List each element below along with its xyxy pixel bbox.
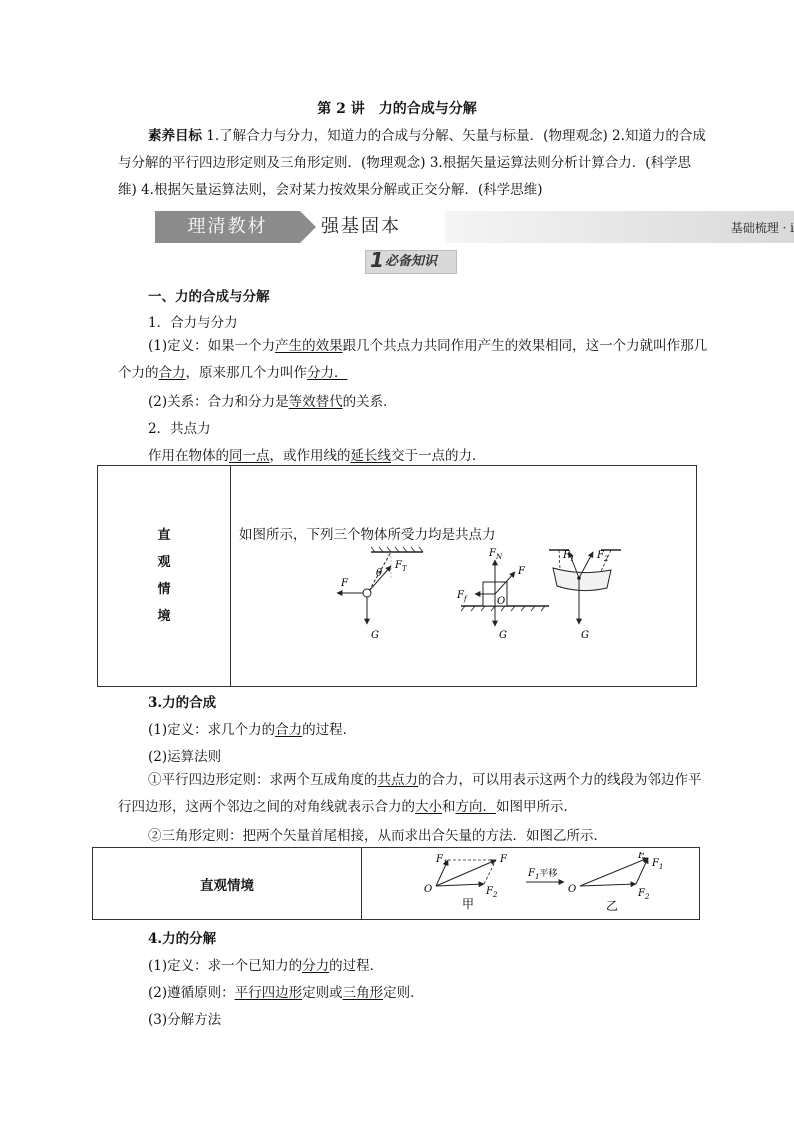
concurrent-force-def: 作用在物体的同一点，或作用线的延长线交于一点的力． bbox=[148, 448, 486, 464]
vector-rules-diagram bbox=[400, 852, 700, 918]
underline-term: 方向． bbox=[455, 799, 496, 815]
svg-text:O: O bbox=[497, 596, 506, 607]
table2-label-cell: 直观情境 bbox=[93, 848, 362, 920]
page-title: 第 2 讲 力的合成与分解 bbox=[317, 101, 477, 117]
banner-right-label: 强基固本 bbox=[321, 216, 401, 237]
subheading-4: 4.力的分解 bbox=[148, 931, 217, 947]
concurrent-forces-diagram bbox=[331, 546, 701, 646]
parallelogram-rule: ①平行四边形定则：求两个互成角度的共点力的合力，可以用表示这两个力的线段为邻边作平行四边形，这两个邻边之间的对角线就表示合力的大小和方向．如图甲所示． bbox=[118, 772, 702, 815]
svg-text:G: G bbox=[499, 630, 507, 641]
svg-text:F2: $F_2$ bbox=[638, 888, 650, 901]
underline-term: 共点力 bbox=[377, 772, 418, 788]
definition-4: (1)定义：求一个已知力的分力的过程． bbox=[148, 958, 384, 974]
underline-term: 分力． bbox=[307, 365, 348, 381]
goals-label: 素养目标 bbox=[148, 128, 202, 144]
intuitive-table-1 bbox=[97, 465, 697, 687]
svg-text:θ: θ bbox=[376, 568, 383, 579]
hanging-ball-figure bbox=[337, 547, 423, 641]
block-on-ground-figure bbox=[456, 548, 549, 641]
underline-term: 产生的效果 bbox=[275, 338, 343, 354]
relation-line: (2)关系：合力和分力是等效替代的关系． bbox=[148, 394, 397, 410]
banner-tag: 基础梳理 · i bbox=[730, 221, 794, 235]
svg-text:F1: $F_1$ bbox=[563, 550, 575, 563]
svg-text:O: O bbox=[568, 884, 577, 895]
svg-text:F1: $F_1$ bbox=[652, 858, 664, 871]
svg-text:F: F bbox=[638, 852, 645, 861]
suspended-rod-figure bbox=[549, 550, 621, 641]
definition-3: (1)定义：求几个力的合力的过程． bbox=[148, 722, 357, 738]
svg-text:O: O bbox=[424, 884, 433, 895]
knowledge-ribbon bbox=[365, 250, 457, 274]
triangle-figure-yi bbox=[568, 852, 663, 913]
table1-label-cell: 直 观 情 境 bbox=[98, 466, 231, 687]
svg-text:甲: 甲 bbox=[462, 897, 475, 911]
svg-text:乙: 乙 bbox=[606, 899, 619, 913]
svg-text:F: F bbox=[341, 578, 348, 589]
underline-term: 分力 bbox=[302, 958, 330, 974]
rules-heading: (2)运算法则 bbox=[148, 749, 222, 765]
intuitive-table-2 bbox=[92, 847, 700, 920]
underline-term: 平行四边形 bbox=[234, 985, 303, 1001]
triangle-rule: ②三角形定则：把两个矢量首尾相接，从而求出合矢量的方法．如图乙所示． bbox=[148, 828, 607, 844]
underline-term: 大小 bbox=[415, 799, 442, 815]
svg-text:G: G bbox=[371, 630, 379, 641]
svg-text:F2: $F_2$ bbox=[597, 550, 609, 563]
svg-text:FT: $F_T$ bbox=[395, 560, 407, 573]
decomposition-method: (3)分解方法 bbox=[148, 1012, 222, 1028]
subheading-2: 2．共点力 bbox=[148, 421, 211, 437]
goals-paragraph bbox=[118, 123, 708, 204]
subheading-1: 1．合力与分力 bbox=[148, 315, 238, 331]
definition-1: (1)定义：如果一个力产生的效果跟几个共点力共同作用产生的效果相同，这一个力就叫作那几个力的合力，原来那几个力叫作分力． bbox=[118, 338, 708, 381]
svg-text:F1平移: $F_1$平移 bbox=[528, 868, 558, 881]
parallelogram-figure-jia bbox=[424, 854, 508, 911]
ribbon-number: 1 bbox=[370, 248, 384, 272]
underline-term: 延长线 bbox=[350, 448, 391, 464]
table1-caption: 如图所示，下列三个物体所受力均是共点力 bbox=[239, 527, 496, 543]
table2-content-cell bbox=[362, 848, 700, 920]
underline-term: 等效替代 bbox=[288, 394, 343, 410]
banner-left-label: 理清教材 bbox=[155, 211, 300, 243]
underline-term: 合力 bbox=[158, 365, 186, 381]
subheading-3: 3.力的合成 bbox=[148, 695, 217, 711]
underline-term: 三角形 bbox=[342, 985, 384, 1001]
section-heading: 一、力的合成与分解 bbox=[148, 289, 270, 305]
goals-text: 1.了解合力与分力，知道力的合成与分解、矢量与标量．(物理观念) 2.知道力的合成与分解的平行四边形定则及三角形定则．(物理观念) 3.根据矢量运算法则分析计算合力．(科学思维) 4.根据矢量运算法则，会对某力按效果分解或正交分解．(科学思维) bbox=[118, 128, 706, 198]
follow-principle: (2)遵循原则：平行四边形定则或三角形定则． bbox=[148, 985, 424, 1001]
shift-arrow bbox=[526, 867, 564, 882]
svg-text:Ff: $F_f$ bbox=[457, 590, 467, 603]
underline-term: 同一点 bbox=[229, 448, 270, 464]
svg-text:G: G bbox=[581, 630, 589, 641]
svg-text:F2: $F_2$ bbox=[486, 886, 498, 899]
svg-text:F: F bbox=[500, 854, 507, 865]
ribbon-label: 必备知识 bbox=[384, 254, 437, 269]
section-banner bbox=[155, 211, 794, 243]
svg-text:F1: $F_1$ bbox=[436, 854, 448, 867]
underline-term: 合力 bbox=[275, 722, 303, 738]
table1-content-cell bbox=[231, 466, 697, 687]
svg-text:FN: $F_N$ bbox=[489, 548, 503, 561]
svg-text:F: F bbox=[518, 566, 525, 577]
